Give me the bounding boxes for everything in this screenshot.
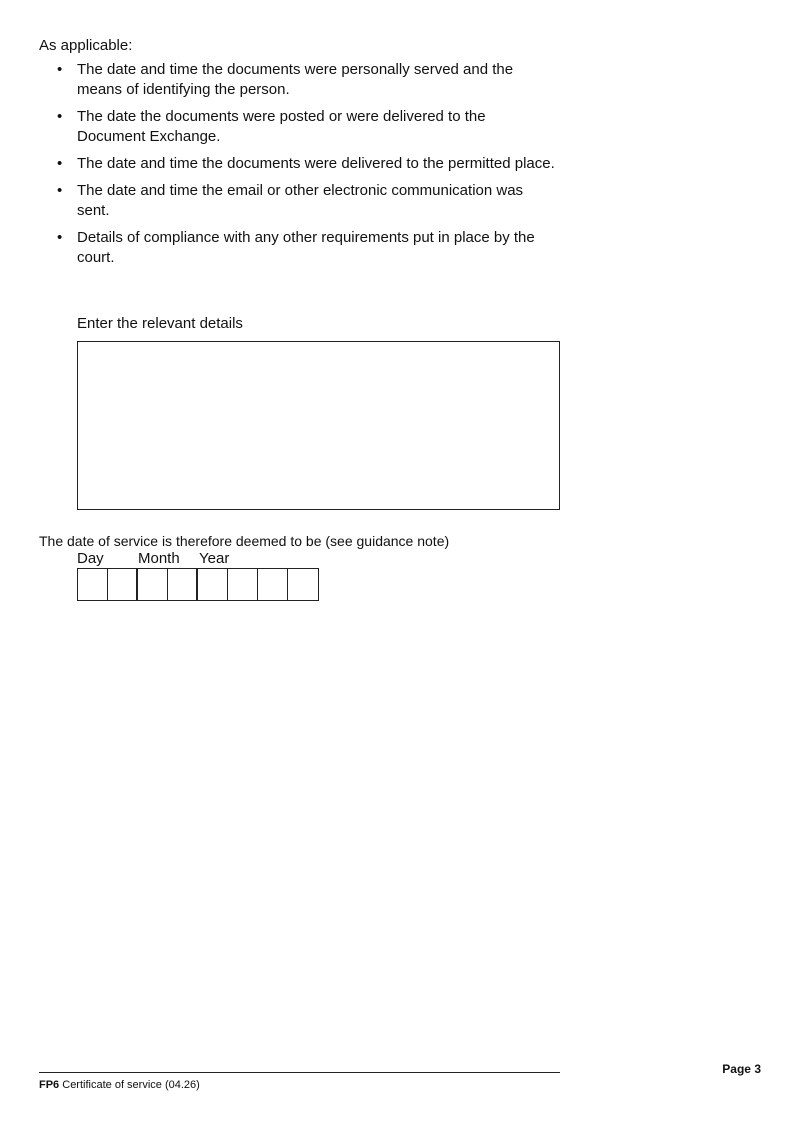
- applicable-list: [57, 60, 557, 275]
- details-label: Enter the relevant details: [77, 315, 243, 332]
- bullet-icon: •: [57, 229, 63, 246]
- page-number: Page 3: [722, 1062, 761, 1076]
- year-digit-2[interactable]: [228, 569, 258, 600]
- footer-form-reference: [39, 1078, 200, 1092]
- date-of-service-question: The date of service is therefore deemed to be (see guidance note): [39, 533, 450, 549]
- list-item: [57, 181, 557, 221]
- year-label: Year: [199, 550, 230, 567]
- date-of-service-input: [77, 568, 319, 601]
- list-item-text: The date and time the documents were delivered to the permitted place.: [77, 155, 555, 172]
- list-item-text: Details of compliance with any other requirements put in place by the court.: [77, 229, 535, 266]
- day-digit-2[interactable]: [108, 569, 138, 600]
- bullet-icon: •: [57, 182, 63, 199]
- list-item: [57, 60, 557, 100]
- list-item-text: The date the documents were posted or were delivered to the Document Exchange.: [77, 108, 486, 145]
- list-item: [57, 154, 557, 174]
- year-digit-3[interactable]: [258, 569, 288, 600]
- month-digit-1[interactable]: [138, 569, 168, 600]
- relevant-details-field[interactable]: [77, 341, 560, 510]
- list-item-text: The date and time the email or other electronic communication was sent.: [77, 182, 524, 219]
- month-label: Month: [138, 550, 180, 567]
- year-digit-4[interactable]: [288, 569, 318, 600]
- day-label: Day: [77, 550, 104, 567]
- footer-divider: [39, 1072, 560, 1073]
- day-digit-1[interactable]: [78, 569, 108, 600]
- list-item-text: The date and time the documents were personally served and the means of identifying the person.: [77, 61, 514, 98]
- list-item: [57, 228, 557, 268]
- bullet-icon: •: [57, 61, 63, 78]
- month-digit-2[interactable]: [168, 569, 198, 600]
- year-digit-1[interactable]: [198, 569, 228, 600]
- list-item: [57, 107, 557, 147]
- bullet-icon: •: [57, 108, 63, 125]
- form-code: FP6: [39, 1079, 60, 1091]
- bullet-icon: •: [57, 155, 63, 172]
- intro-text: As applicable:: [39, 37, 133, 54]
- form-title: Certificate of service (04.26): [62, 1079, 200, 1091]
